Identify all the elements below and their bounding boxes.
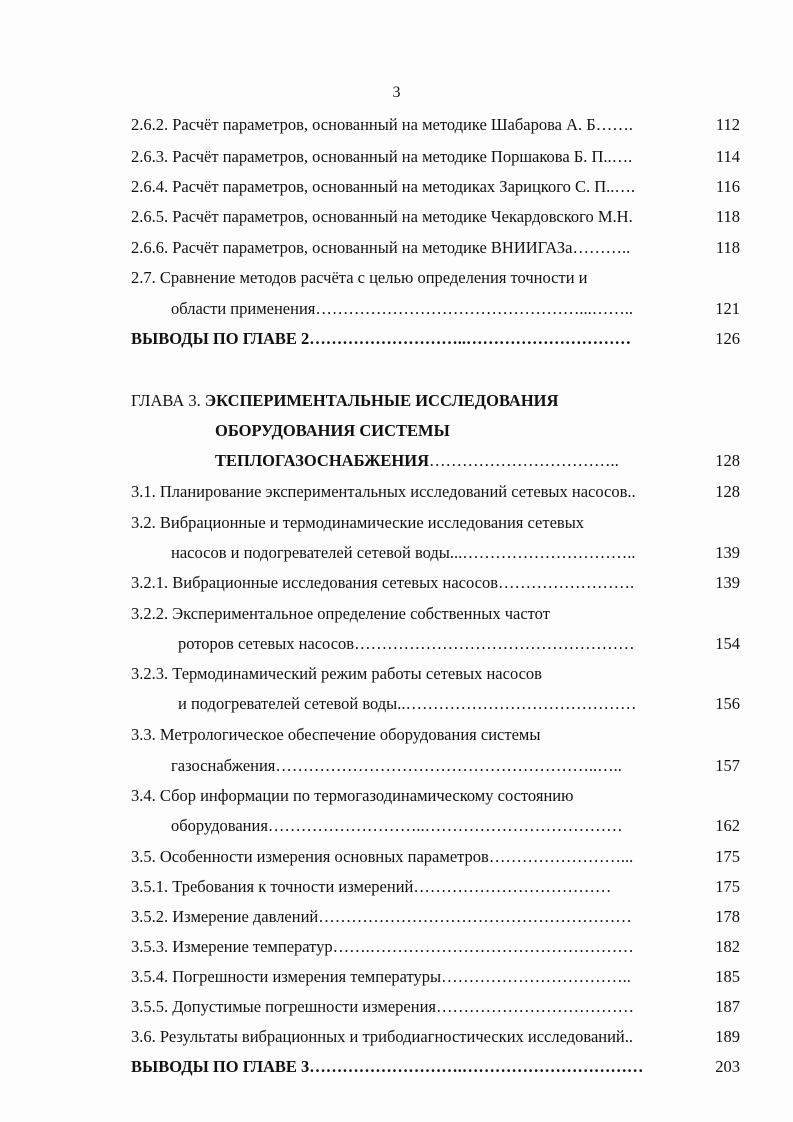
toc-page: 162: [715, 816, 740, 835]
toc-page: 178: [715, 907, 740, 926]
toc-page: 182: [715, 937, 740, 956]
toc-page: 126: [715, 329, 740, 348]
toc-page: 139: [715, 543, 740, 562]
toc-page: 118: [715, 238, 740, 257]
toc-page: 114: [715, 147, 740, 166]
toc-entry: 2.7. Сравнение методов расчёта с целью определения точности и: [131, 268, 588, 287]
toc-page: 112: [715, 115, 740, 134]
toc-entry: 3.3. Метрологическое обеспечение оборудования системы: [131, 725, 541, 744]
toc-page: 189: [715, 1027, 740, 1046]
toc-page: 128: [715, 482, 740, 501]
toc-page: 203: [715, 1057, 740, 1076]
toc-page: 154: [715, 634, 740, 653]
chapter-heading: ОБОРУДОВАНИЯ СИСТЕМЫ: [215, 421, 450, 440]
toc-page: 128: [715, 451, 740, 470]
chapter-heading: ГЛАВА 3. ЭКСПЕРИМЕНТАЛЬНЫЕ ИССЛЕДОВАНИЯ: [131, 391, 559, 410]
toc-page: 121: [715, 299, 740, 318]
page-number: 3: [392, 84, 401, 101]
toc-entry: 3.2.3. Термодинамический режим работы сетевых насосов: [131, 664, 542, 683]
toc-page: 175: [715, 847, 740, 866]
toc-page: 156: [715, 694, 740, 713]
toc-page: 187: [715, 997, 740, 1016]
toc-page: 157: [715, 756, 740, 775]
toc-page: 185: [715, 967, 740, 986]
toc-page: 175: [715, 877, 740, 896]
toc-page: 116: [715, 177, 740, 196]
toc-page: 118: [715, 207, 740, 226]
chapter-heading: ТЕПЛОГАЗОСНАБЖЕНИЯ……………………………..: [215, 451, 619, 470]
toc-entry: 3.2. Вибрационные и термодинамические исследования сетевых: [131, 513, 585, 532]
toc-entry: 3.4. Сбор информации по термогазодинамическому состоянию: [131, 786, 574, 805]
toc-page: 139: [715, 573, 740, 592]
toc-entry: 3.2.2. Экспериментальное определение собственных частот: [131, 604, 550, 623]
